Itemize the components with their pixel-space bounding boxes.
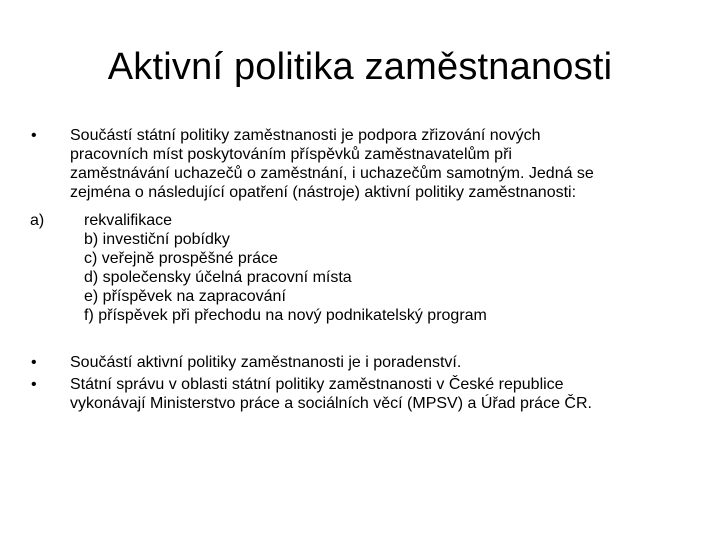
- paragraph-3-line-1: Státní správu v oblasti státní politiky zaměstnanosti v České republice: [70, 376, 564, 393]
- paragraph-1-line-4: zejména o následující opatření (nástroje) aktivní politiky zaměstnanosti:: [70, 184, 577, 201]
- bullet-3-icon: •: [31, 376, 37, 393]
- paragraph-1-line-1: Součástí státní politiky zaměstnanosti je podpora zřizování nových: [70, 127, 541, 144]
- tools-list-item-b: b) investiční pobídky: [84, 231, 230, 248]
- tools-list-item-c: c) veřejně prospěšné práce: [84, 250, 278, 267]
- tools-list-item-a: rekvalifikace: [84, 212, 173, 229]
- paragraph-1-line-2: pracovních míst poskytováním příspěvků zaměstnavatelům při: [70, 146, 512, 163]
- tools-list-marker: a): [30, 212, 45, 229]
- paragraph-3-line-2: vykonávají Ministerstvo práce a sociálních věcí (MPSV) a Úřad práce ČR.: [70, 395, 592, 412]
- tools-list-item-f: f) příspěvek při přechodu na nový podnikatelský program: [84, 307, 487, 324]
- bullet-2-icon: •: [31, 354, 37, 371]
- paragraph-2: Součástí aktivní politiky zaměstnanosti je i poradenství.: [70, 354, 462, 371]
- tools-list-item-d: d) společensky účelná pracovní místa: [84, 269, 352, 286]
- slide-title: Aktivní politika zaměstnanosti: [107, 46, 613, 88]
- bullet-1-icon: •: [31, 127, 37, 144]
- tools-list-item-e: e) příspěvek na zapracování: [84, 288, 286, 305]
- paragraph-1-line-3: zaměstnávání uchazečů o zaměstnání, i uchazečům samotným. Jedná se: [70, 165, 594, 182]
